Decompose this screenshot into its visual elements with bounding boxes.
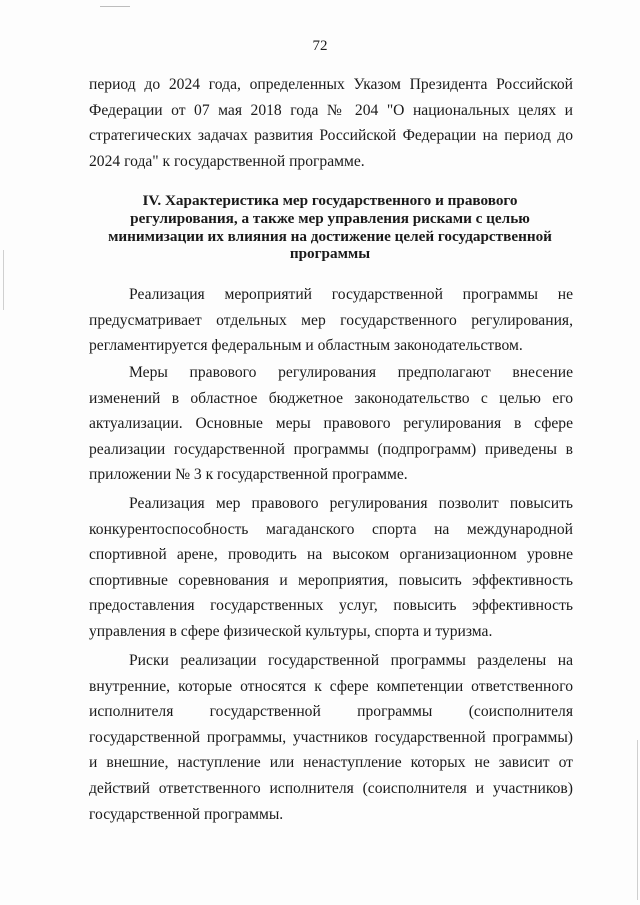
section-heading-line: минимизации их влияния на достижение целей государственной (108, 227, 552, 245)
section-heading (95, 192, 565, 263)
body-paragraph: Реализация мер правового регулирования позволит повысить конкурентоспособность магаданского спорта на международной спортивной арене, проводить на высоком организационном уровне спортивные соревнования и мероприятия, повысить эффективность предоставления государственных услуг, повысить эффективность управления в сфере физической культуры, спорта и туризма. (89, 495, 573, 640)
body-paragraph: Риски реализации государственной программы разделены на внутренние, которые относятся к сфере компетенции ответственного исполнителя государственной программы (соисполнителя государственной программы, участников государственной программы) и внешние, наступление или ненаступление которых не зависит от действий ответственного исполнителя (соисполнителя и участников) государственной программы. (89, 652, 573, 823)
scan-artifact-top (100, 6, 130, 7)
section-heading-line: IV. Характеристика мер государственного и правового (142, 192, 518, 209)
section-heading-line: регулирования, а также мер управления рисками с целью (130, 209, 530, 227)
intro-paragraph: период до 2024 года, определенных Указом Президента Российской Федерации от 07 мая 2018 года № 204 "О национальных целях и стратегических задачах развития Российской Федерации на период до 2024 года" к государственной программе. (89, 76, 573, 170)
body-paragraph: Реализация мероприятий государственной программы не предусматривает отдельных мер государственного регулирования, регламентируется федеральным и областным законодательством. (89, 286, 573, 355)
body-paragraph: Меры правового регулирования предполагают внесение изменений в областное бюджетное законодательство с целью его актуализации. Основные меры правового регулирования в сфере реализации государственной программы (подпрограмм) приведены в приложении № 3 к государственной программе. (89, 364, 573, 484)
page-number: 72 (312, 38, 328, 54)
scan-artifact-left (3, 250, 4, 310)
scan-artifact-right (637, 740, 638, 900)
section-heading-line: программы (289, 245, 371, 263)
